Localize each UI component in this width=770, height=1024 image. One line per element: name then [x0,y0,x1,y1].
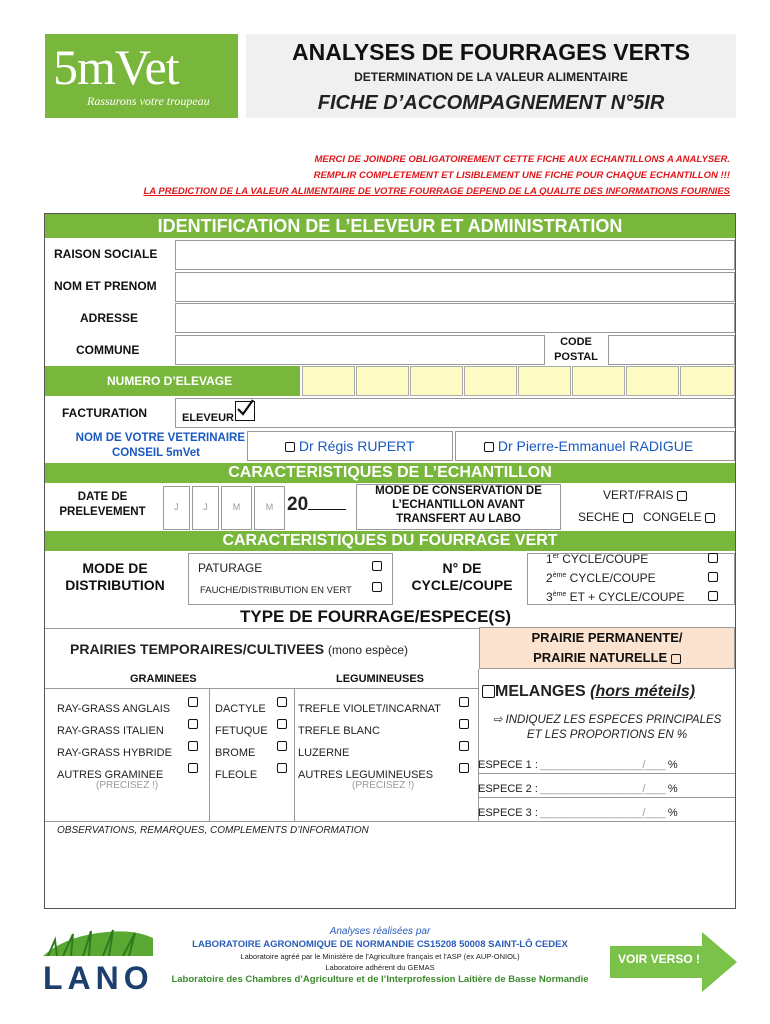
prairies-temp-label: PRAIRIES TEMPORAIRES/CULTIVEES [70,641,325,657]
elevage-digit-7[interactable] [626,366,679,396]
elevage-digit-1[interactable] [302,366,355,396]
prairie-permanente-box [479,627,735,669]
vert-frais-option [603,488,687,502]
graminees-col1 [57,698,172,786]
warning-2: REMPLIR COMPLETEMENT ET LISIBLEMENT UNE FICHE POUR CHAQUE ECHANTILLON !!! [313,170,730,181]
fauche-label: FAUCHE/DISTRIBUTION EN VERT [200,585,352,596]
fauche-checkbox[interactable] [372,582,382,592]
vet-radigue-checkbox[interactable] [484,442,494,452]
seche-label: SECHE [578,510,620,524]
legum-item: AUTRES LEGUMINEUSES [298,769,434,781]
year-field[interactable] [287,494,346,516]
elevage-digit-8[interactable] [680,366,735,396]
veterinaire-line-2: CONSEIL 5mVet [112,447,200,459]
especes-list [478,753,735,825]
congele-label: CONGELE [643,510,702,524]
fourrage-heading: CARACTERISTIQUES DU FOURRAGE VERT [45,531,735,551]
identification-heading: IDENTIFICATION DE L’ELEVEUR ET ADMINISTRATION [45,214,735,238]
title-box [246,34,736,118]
gram-item: FETUQUE [215,725,268,737]
mode-distribution-label [45,560,185,594]
hors-meteils: (hors méteils) [590,683,696,700]
lab-chambres: Laboratoire des Chambres d’Agriculture et de l’Interprofession Laitière de Basse Normandie [171,974,589,985]
gram-item: RAY-GRASS ITALIEN [57,725,164,737]
facturation-row [175,398,735,428]
conservation-line-3: TRANSFERT AU LABO [396,513,521,525]
warning-3: LA PREDICTION DE LA VALEUR ALIMENTAIRE DE VOTRE FOURRAGE DEPEND DE LA QUALITE DES INFORMATIONS FOURNIES [143,186,730,197]
fetuque-checkbox[interactable] [277,719,287,729]
date-line-1: DATE DE [77,491,128,503]
ray-grass-hybride-checkbox[interactable] [188,741,198,751]
elevage-digit-4[interactable] [464,366,517,396]
logo-name: 5mVet [53,39,179,95]
indiquez-line-2: ET LES PROPORTIONS EN % [526,729,688,741]
logo-tagline: Rassurons votre troupeau [87,94,210,108]
date-month-2[interactable]: M [254,486,285,530]
checkmark-icon [235,398,255,418]
type-heading: TYPE DE FOURRAGE/ESPECE(S) [240,607,512,626]
eleveur-label: ELEVEUR [182,412,234,424]
mono-espece: (mono espèce) [328,643,409,657]
eleveur-checkbox[interactable] [235,401,255,421]
paturage-checkbox[interactable] [372,561,382,571]
cycle-line-1: N° DE [442,560,482,576]
date-month-1[interactable]: M [221,486,252,530]
date-line-2: PRELEVEMENT [59,506,146,518]
adresse-label: ADRESSE [80,311,139,325]
indiquez-text [482,713,732,743]
fiche-title: FICHE D’ACCOMPAGNEMENT N°5IR [317,92,665,114]
numero-elevage-label: NUMERO D’ELEVAGE [45,366,300,396]
numero-elevage-fields [302,366,735,396]
dactyle-checkbox[interactable] [277,697,287,707]
grass-icon [43,928,153,956]
congele-option [643,510,715,524]
commune-field[interactable] [175,335,545,365]
conservation-line-2: L’ECHANTILLON AVANT [392,499,525,511]
elevage-digit-3[interactable] [410,366,463,396]
vet-radigue-row [484,438,693,454]
code-postal-field[interactable] [608,335,735,365]
code-postal-line-2: POSTAL [554,351,598,363]
vet-rupert-name: Dr Régis RUPERT [298,438,415,454]
elevage-digit-2[interactable] [356,366,409,396]
gram-item: AUTRES GRAMINEE [57,769,164,781]
trefle-blanc-checkbox[interactable] [459,719,469,729]
legumineuses-col [298,698,441,786]
vert-frais-checkbox[interactable] [677,491,687,501]
ray-grass-anglais-checkbox[interactable] [188,697,198,707]
espece-row[interactable]: ESPECE 3 : ____________________/____ % [478,807,678,819]
elevage-digit-5[interactable] [518,366,571,396]
date-day-2[interactable]: J [192,486,219,530]
veterinaire-label [45,431,245,461]
lano-logo [43,928,154,996]
prairies-temporaires [70,641,408,657]
cycle-line-2: CYCLE/COUPE [411,577,513,593]
vet-rupert-row [285,438,415,454]
graminees-heading: GRAMINEES [130,673,197,685]
cycle-option-2: 2ème CYCLE/COUPE [546,571,656,585]
mode-line-1: MODE DE [82,560,148,576]
observations-field[interactable] [45,838,735,908]
observations-label: OBSERVATIONS, REMARQUES, COMPLEMENTS D’INFORMATION [57,825,369,836]
raison-sociale-label: RAISON SOCIALE [54,247,158,261]
legum-item: LUZERNE [298,747,350,759]
trefle-violet-checkbox[interactable] [459,697,469,707]
5mvet-logo [45,34,238,118]
melanges-label: MELANGES [495,683,586,700]
gram-item: RAY-GRASS HYBRIDE [57,747,172,759]
luzerne-checkbox[interactable] [459,741,469,751]
vert-frais-label: VERT/FRAIS [603,488,674,502]
cycle-option-3: 3ème ET + CYCLE/COUPE [546,590,685,604]
veterinaire-line-1: NOM DE VOTRE VETERINAIRE [75,432,245,444]
fleole-checkbox[interactable] [277,763,287,773]
code-postal-line-1: CODE [560,336,592,348]
congele-checkbox[interactable] [705,513,715,523]
date-prelevement-label [45,490,160,520]
graminees-col2 [215,698,268,786]
gram-item: DACTYLE [215,703,266,715]
lab-agree: Laboratoire agréé par le Ministère de l’Agriculture français et l’ASP (ex AUP-ONIOL) [240,952,520,961]
paturage-label: PATURAGE [198,561,263,575]
ray-grass-italien-checkbox[interactable] [188,719,198,729]
prairie-permanente-checkbox[interactable] [671,654,681,664]
legum-item: TREFLE VIOLET/INCARNAT [298,703,441,715]
nom-prenom-label: NOM ET PRENOM [54,279,157,293]
elevage-digit-6[interactable] [572,366,625,396]
code-postal-label [545,335,607,365]
voir-verso-button[interactable] [610,932,737,992]
commune-label: COMMUNE [76,343,140,357]
legum-precisez: (PRECISEZ !) [352,780,415,791]
lab-gemas: Laboratoire adhérent du GEMAS [325,963,435,972]
warning-1: MERCI DE JOINDRE OBLIGATOIREMENT CETTE FICHE AUX ECHANTILLONS A ANALYSER. [314,154,730,165]
indiquez-line-1: ⇨ INDIQUEZ LES ESPECES PRINCIPALES [492,714,722,726]
legumineuses-heading: LEGUMINEUSES [336,673,425,685]
seche-checkbox[interactable] [623,513,633,523]
gram-item: BROME [215,747,256,759]
perm-line-1: PRAIRIE PERMANENTE/ [531,630,683,645]
cycle-option-1: 1er CYCLE/COUPE [546,552,649,566]
vet-rupert-checkbox[interactable] [285,442,295,452]
espece-row[interactable]: ESPECE 1 : ____________________/____ % [478,759,678,771]
mode-line-2: DISTRIBUTION [65,577,165,593]
melanges-option [482,683,695,701]
year-prefix: 20 [287,494,309,515]
conservation-line-1: MODE DE CONSERVATION DE [375,485,542,497]
autres-legumineuses-checkbox[interactable] [459,763,469,773]
lab-address: LABORATOIRE AGRONOMIQUE DE NORMANDIE CS15208 50008 SAINT-LÔ CEDEX [192,939,568,950]
echantillon-heading: CARACTERISTIQUES DE L’ECHANTILLON [45,463,735,483]
vet-radigue-name: Dr Pierre-Emmanuel RADIGUE [497,438,694,454]
perm-line-2: PRAIRIE NATURELLE [480,648,734,668]
autres-graminee-checkbox[interactable] [188,763,198,773]
nom-prenom-field[interactable] [175,272,735,302]
espece-row[interactable]: ESPECE 2 : ____________________/____ % [478,783,678,795]
raison-sociale-field[interactable] [175,240,735,270]
facturation-label: FACTURATION [62,406,148,420]
cycle-label [397,560,527,594]
cycle-1-checkbox[interactable] [708,553,718,563]
lano-text: LANO [43,960,154,996]
page-subtitle: DETERMINATION DE LA VALEUR ALIMENTAIRE [354,70,628,84]
gram-precisez: (PRECISEZ !) [96,780,159,791]
seche-option [578,510,633,524]
voir-verso-label: VOIR VERSO ! [618,952,701,966]
gram-item: RAY-GRASS ANGLAIS [57,703,171,715]
page-title: ANALYSES DE FOURRAGES VERTS [292,39,690,65]
conservation-label [356,484,561,526]
melanges-checkbox[interactable] [482,685,495,698]
analyses-par: Analyses réalisées par [329,926,431,937]
brome-checkbox[interactable] [277,741,287,751]
legum-item: TREFLE BLANC [298,725,380,737]
date-day-1[interactable]: J [163,486,190,530]
cycle-2-checkbox[interactable] [708,572,718,582]
cycle-3-checkbox[interactable] [708,591,718,601]
adresse-field[interactable] [175,303,735,333]
gram-item: FLEOLE [215,769,258,781]
